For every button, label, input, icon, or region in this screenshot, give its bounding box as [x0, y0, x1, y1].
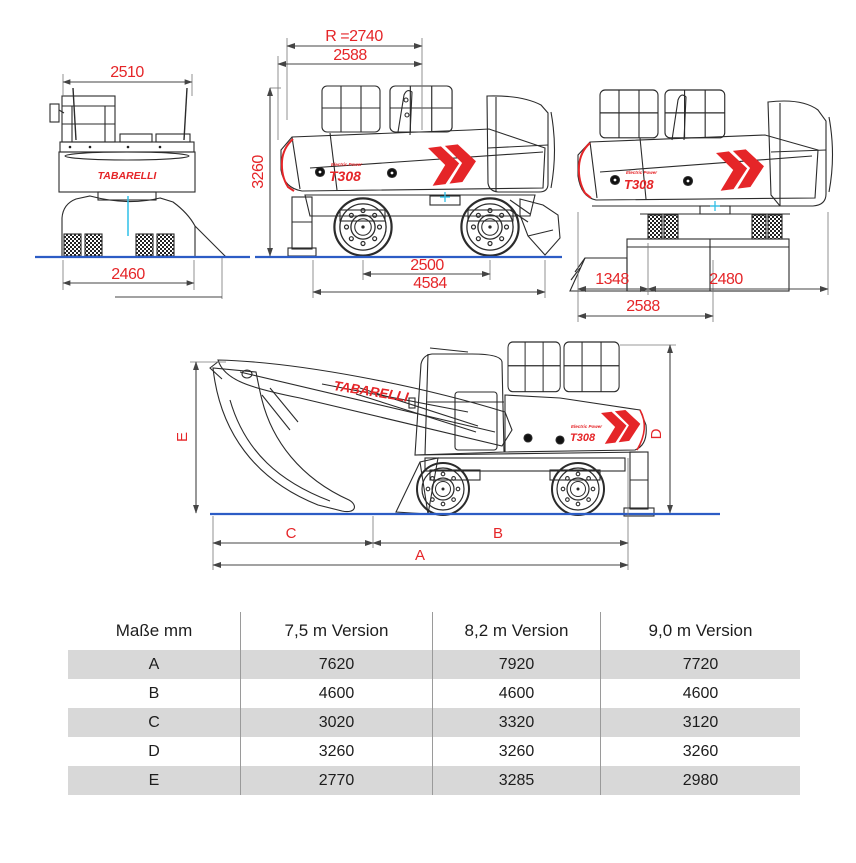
stabilizer-leg: [292, 197, 312, 249]
dimension-value: 3285: [432, 766, 600, 795]
row-label: A: [148, 655, 160, 673]
dimension-value: 4600: [432, 679, 600, 708]
dimension-value: 7920: [432, 650, 600, 679]
boom: [218, 360, 512, 446]
brand-logo: TABARELLI: [332, 378, 410, 405]
dimensions-table: [68, 612, 800, 795]
dimension-value: 2980: [600, 766, 800, 795]
column-header: 7,5 m Version: [240, 612, 432, 650]
dim-front-top-width: 2510: [110, 64, 144, 81]
dimension-value: 3260: [240, 737, 432, 766]
dimension-value: 3260: [600, 737, 800, 766]
column-header: 9,0 m Version: [600, 612, 800, 650]
dim-front-track-width: 2460: [111, 266, 145, 283]
brand-tagline: Electric Power: [331, 162, 363, 167]
row-label: E: [148, 771, 160, 789]
brand-logo: TABARELLI: [97, 170, 157, 182]
column-header: 8,2 m Version: [432, 612, 600, 650]
table-row: [68, 766, 800, 795]
dimension-value: 3260: [432, 737, 600, 766]
dim-upper-width: 2588: [626, 298, 660, 315]
model-logo: T308: [624, 177, 654, 192]
dim-label-e: E: [174, 431, 191, 443]
model-logo: T308: [570, 432, 596, 444]
dimension-value: 3020: [240, 708, 432, 737]
dimension-value: 7620: [240, 650, 432, 679]
tire: [157, 234, 174, 256]
blade-front: [195, 226, 226, 257]
table-row: [68, 737, 800, 766]
dim-left-offset: 1348: [595, 271, 629, 288]
front-view: [35, 64, 250, 299]
dim-slew-radius: R =2740: [325, 28, 383, 45]
dim-overall-length: 4584: [413, 275, 447, 292]
blade-side: [520, 199, 560, 255]
mirror: [50, 104, 59, 122]
tire: [85, 234, 102, 256]
side-view: [250, 28, 562, 298]
cab-front: [62, 96, 115, 142]
tire: [64, 234, 81, 256]
dim-height: 3260: [250, 155, 267, 189]
row-label: D: [148, 742, 160, 760]
dim-label-d: D: [648, 428, 665, 440]
table-row: [68, 679, 800, 708]
row-label: B: [148, 684, 160, 702]
spec-table-body: [68, 650, 800, 795]
dimension-value: 3320: [432, 708, 600, 737]
body-side: [578, 135, 818, 200]
tail-trim: [579, 143, 591, 198]
brand-tagline: Electric Power: [571, 424, 603, 429]
dimension-value: 3120: [600, 708, 800, 737]
dimension-value: 4600: [600, 679, 800, 708]
working-view: [174, 342, 720, 570]
dim-wheelbase: 2500: [410, 257, 444, 274]
dim-label-c: C: [285, 525, 297, 542]
row-label: C: [148, 713, 160, 731]
spec-table-header: [68, 612, 800, 650]
dim-label-a: A: [414, 547, 426, 564]
table-row: [68, 650, 800, 679]
model-logo: T308: [329, 168, 361, 184]
tire: [136, 234, 153, 256]
dim-label-b: B: [492, 525, 504, 542]
dim-base-length: 2480: [709, 271, 743, 288]
brand-tagline: Electric Power: [626, 170, 658, 175]
dimension-value: 7720: [600, 650, 800, 679]
pedestal-view: [570, 90, 833, 322]
body-side: [281, 129, 545, 191]
dimension-value: 4600: [240, 679, 432, 708]
table-row: [68, 708, 800, 737]
column-header: Maße mm: [115, 621, 193, 640]
dimension-value: 2770: [240, 766, 432, 795]
dim-upper-width: 2588: [333, 47, 367, 64]
